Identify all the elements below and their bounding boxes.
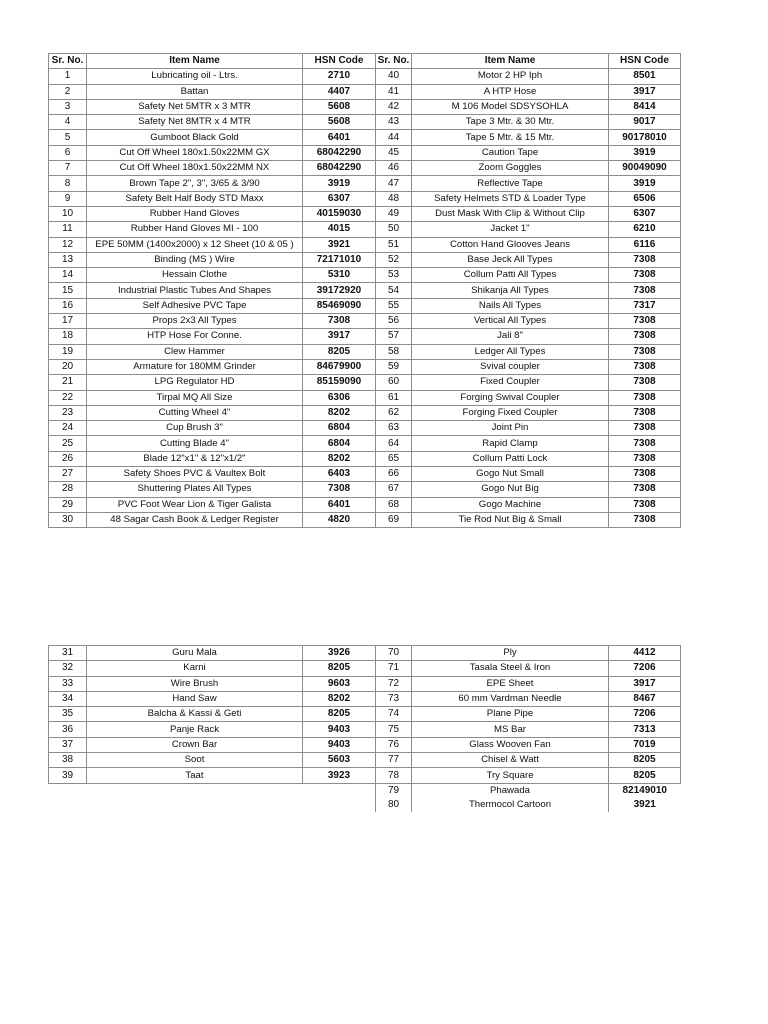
table-row bbox=[49, 691, 681, 706]
sr-no-cell: 17 bbox=[49, 314, 87, 329]
sr-no-cell: 13 bbox=[49, 252, 87, 267]
sr-no-cell: 30 bbox=[49, 512, 87, 527]
hsn-code-cell: 84679900 bbox=[303, 359, 376, 374]
sr-no-cell: 41 bbox=[376, 84, 412, 99]
table-row bbox=[49, 161, 681, 176]
sr-no-cell: 60 bbox=[376, 375, 412, 390]
sr-no-cell: 6 bbox=[49, 145, 87, 160]
hsn-code-cell: 82149010 bbox=[609, 783, 681, 798]
header-hsn-code: HSN Code bbox=[303, 54, 376, 69]
hsn-code-cell: 6804 bbox=[303, 436, 376, 451]
sr-no-cell: 46 bbox=[376, 161, 412, 176]
sr-no-cell: 8 bbox=[49, 176, 87, 191]
item-name-cell: Collum Patti Lock bbox=[412, 451, 609, 466]
sr-no-cell: 57 bbox=[376, 329, 412, 344]
table-row bbox=[49, 176, 681, 191]
sr-no-cell: 4 bbox=[49, 115, 87, 130]
table-row bbox=[49, 329, 681, 344]
sr-no-cell: 49 bbox=[376, 206, 412, 221]
hsn-code-cell: 90178010 bbox=[609, 130, 681, 145]
table-row bbox=[49, 344, 681, 359]
table-row bbox=[49, 314, 681, 329]
item-name-cell: Base Jeck All Types bbox=[412, 252, 609, 267]
hsn-code-cell: 6401 bbox=[303, 130, 376, 145]
hsn-code-cell: 8205 bbox=[609, 753, 681, 768]
item-name-cell: Rapid Clamp bbox=[412, 436, 609, 451]
item-name-cell: Collum Patti All Types bbox=[412, 268, 609, 283]
item-name-cell: Thermocol Cartoon bbox=[412, 798, 609, 812]
hsn-code-cell: 6506 bbox=[609, 191, 681, 206]
hsn-code-cell: 7313 bbox=[609, 722, 681, 737]
sr-no-cell: 10 bbox=[49, 206, 87, 221]
sr-no-cell: 28 bbox=[49, 482, 87, 497]
empty-cell bbox=[303, 798, 376, 812]
item-name-cell: Cut Off Wheel 180x1.50x22MM NX bbox=[87, 161, 303, 176]
hsn-code-cell: 3923 bbox=[303, 768, 376, 783]
item-name-cell: 60 mm Vardman Needle bbox=[412, 691, 609, 706]
empty-cell bbox=[87, 783, 303, 798]
item-name-cell: Forging Swival Coupler bbox=[412, 390, 609, 405]
item-name-cell: Ply bbox=[412, 646, 609, 661]
sr-no-cell: 73 bbox=[376, 691, 412, 706]
sr-no-cell: 75 bbox=[376, 722, 412, 737]
hsn-table-main bbox=[48, 53, 681, 528]
sr-no-cell: 52 bbox=[376, 252, 412, 267]
hsn-code-cell: 5310 bbox=[303, 268, 376, 283]
item-name-cell: Chisel & Watt bbox=[412, 753, 609, 768]
table-row bbox=[49, 206, 681, 221]
sr-no-cell: 24 bbox=[49, 421, 87, 436]
sr-no-cell: 51 bbox=[376, 237, 412, 252]
hsn-code-cell: 85469090 bbox=[303, 298, 376, 313]
hsn-code-cell: 5608 bbox=[303, 115, 376, 130]
hsn-code-cell: 40159030 bbox=[303, 206, 376, 221]
item-name-cell: Industrial Plastic Tubes And Shapes bbox=[87, 283, 303, 298]
item-name-cell: EPE Sheet bbox=[412, 676, 609, 691]
hsn-code-cell: 6403 bbox=[303, 467, 376, 482]
sr-no-cell: 42 bbox=[376, 99, 412, 114]
hsn-code-cell: 5603 bbox=[303, 753, 376, 768]
sr-no-cell: 18 bbox=[49, 329, 87, 344]
hsn-code-cell: 7308 bbox=[303, 482, 376, 497]
item-name-cell: Safety Net 5MTR x 3 MTR bbox=[87, 99, 303, 114]
sr-no-cell: 59 bbox=[376, 359, 412, 374]
sr-no-cell: 33 bbox=[49, 676, 87, 691]
table-row bbox=[49, 252, 681, 267]
item-name-cell: Gogo Nut Big bbox=[412, 482, 609, 497]
sr-no-cell: 80 bbox=[376, 798, 412, 812]
item-name-cell: Zoom Goggles bbox=[412, 161, 609, 176]
sr-no-cell: 55 bbox=[376, 298, 412, 313]
item-name-cell: Lubricating oil - Ltrs. bbox=[87, 69, 303, 84]
item-name-cell: Ledger All Types bbox=[412, 344, 609, 359]
item-name-cell: Taat bbox=[87, 768, 303, 783]
item-name-cell: Tirpal MQ All Size bbox=[87, 390, 303, 405]
item-name-cell: Tasala Steel & Iron bbox=[412, 661, 609, 676]
item-name-cell: EPE 50MM (1400x2000) x 12 Sheet (10 & 05 ) bbox=[87, 237, 303, 252]
hsn-code-cell: 9017 bbox=[609, 115, 681, 130]
table-row bbox=[49, 99, 681, 114]
sr-no-cell: 77 bbox=[376, 753, 412, 768]
item-name-cell: Binding (MS ) Wire bbox=[87, 252, 303, 267]
hsn-code-cell: 39172920 bbox=[303, 283, 376, 298]
item-name-cell: Soot bbox=[87, 753, 303, 768]
hsn-code-cell: 7308 bbox=[609, 283, 681, 298]
table-row bbox=[49, 436, 681, 451]
hsn-code-cell: 7206 bbox=[609, 661, 681, 676]
sr-no-cell: 61 bbox=[376, 390, 412, 405]
table-row bbox=[49, 237, 681, 252]
sr-no-cell: 62 bbox=[376, 405, 412, 420]
item-name-cell: Tape 3 Mtr. & 30 Mtr. bbox=[412, 115, 609, 130]
item-name-cell: Svival coupler bbox=[412, 359, 609, 374]
table-row bbox=[49, 646, 681, 661]
table-row bbox=[49, 283, 681, 298]
hsn-code-cell: 7308 bbox=[609, 268, 681, 283]
empty-cell bbox=[49, 798, 87, 812]
hsn-code-cell: 3917 bbox=[609, 676, 681, 691]
header-sr-no: Sr. No. bbox=[376, 54, 412, 69]
sr-no-cell: 67 bbox=[376, 482, 412, 497]
hsn-code-cell: 9403 bbox=[303, 737, 376, 752]
hsn-code-cell: 7019 bbox=[609, 737, 681, 752]
item-name-cell: Guru Mala bbox=[87, 646, 303, 661]
sr-no-cell: 5 bbox=[49, 130, 87, 145]
table-row bbox=[49, 661, 681, 676]
sr-no-cell: 35 bbox=[49, 707, 87, 722]
hsn-code-cell: 8202 bbox=[303, 691, 376, 706]
empty-cell bbox=[303, 783, 376, 798]
sr-no-cell: 32 bbox=[49, 661, 87, 676]
header-item-name: Item Name bbox=[87, 54, 303, 69]
hsn-code-cell: 8205 bbox=[303, 661, 376, 676]
sr-no-cell: 34 bbox=[49, 691, 87, 706]
item-name-cell: Gumboot Black Gold bbox=[87, 130, 303, 145]
item-name-cell: HTP Hose For Conne. bbox=[87, 329, 303, 344]
item-name-cell: Safety Helmets STD & Loader Type bbox=[412, 191, 609, 206]
table-row bbox=[49, 298, 681, 313]
item-name-cell: Cotton Hand Glooves Jeans bbox=[412, 237, 609, 252]
hsn-code-cell: 7308 bbox=[609, 252, 681, 267]
item-name-cell: Hessain Clothe bbox=[87, 268, 303, 283]
hsn-code-cell: 68042290 bbox=[303, 145, 376, 160]
item-name-cell: Gogo Machine bbox=[412, 497, 609, 512]
sr-no-cell: 23 bbox=[49, 405, 87, 420]
hsn-code-cell: 7308 bbox=[609, 436, 681, 451]
item-name-cell: Dust Mask With Clip & Without Clip bbox=[412, 206, 609, 221]
hsn-code-cell: 7308 bbox=[609, 314, 681, 329]
sr-no-cell: 68 bbox=[376, 497, 412, 512]
empty-cell bbox=[87, 798, 303, 812]
item-name-cell: Self Adhesive PVC Tape bbox=[87, 298, 303, 313]
item-name-cell: Clew Hammer bbox=[87, 344, 303, 359]
table-row bbox=[49, 482, 681, 497]
hsn-code-cell: 9403 bbox=[303, 722, 376, 737]
item-name-cell: Cut Off Wheel 180x1.50x22MM GX bbox=[87, 145, 303, 160]
sr-no-cell: 15 bbox=[49, 283, 87, 298]
table-row bbox=[49, 359, 681, 374]
hsn-code-cell: 4820 bbox=[303, 512, 376, 527]
sr-no-cell: 43 bbox=[376, 115, 412, 130]
table-row bbox=[49, 798, 681, 812]
table-row bbox=[49, 268, 681, 283]
item-name-cell: Cutting Wheel 4" bbox=[87, 405, 303, 420]
hsn-code-cell: 9603 bbox=[303, 676, 376, 691]
item-name-cell: Vertical All Types bbox=[412, 314, 609, 329]
sr-no-cell: 65 bbox=[376, 451, 412, 466]
item-name-cell: Joint Pin bbox=[412, 421, 609, 436]
item-name-cell: Armature for 180MM Grinder bbox=[87, 359, 303, 374]
item-name-cell: Glass Wooven Fan bbox=[412, 737, 609, 752]
sr-no-cell: 39 bbox=[49, 768, 87, 783]
sr-no-cell: 48 bbox=[376, 191, 412, 206]
hsn-code-cell: 6804 bbox=[303, 421, 376, 436]
sr-no-cell: 58 bbox=[376, 344, 412, 359]
hsn-code-cell: 3921 bbox=[609, 798, 681, 812]
table-row bbox=[49, 69, 681, 84]
hsn-code-cell: 8414 bbox=[609, 99, 681, 114]
hsn-code-cell: 7308 bbox=[609, 512, 681, 527]
hsn-code-cell: 7308 bbox=[609, 421, 681, 436]
hsn-code-cell: 85159090 bbox=[303, 375, 376, 390]
sr-no-cell: 3 bbox=[49, 99, 87, 114]
item-name-cell: Gogo Nut Small bbox=[412, 467, 609, 482]
hsn-code-cell: 7308 bbox=[609, 405, 681, 420]
hsn-table-continued bbox=[48, 645, 681, 812]
hsn-code-cell: 6307 bbox=[303, 191, 376, 206]
hsn-code-cell: 6307 bbox=[609, 206, 681, 221]
hsn-code-cell: 6116 bbox=[609, 237, 681, 252]
hsn-code-cell: 8202 bbox=[303, 451, 376, 466]
item-name-cell: Jacket 1" bbox=[412, 222, 609, 237]
sr-no-cell: 31 bbox=[49, 646, 87, 661]
hsn-code-cell: 8205 bbox=[303, 707, 376, 722]
hsn-code-cell: 7206 bbox=[609, 707, 681, 722]
header-sr-no: Sr. No. bbox=[49, 54, 87, 69]
item-name-cell: Shikanja All Types bbox=[412, 283, 609, 298]
item-name-cell: Props 2x3 All Types bbox=[87, 314, 303, 329]
hsn-code-cell: 4407 bbox=[303, 84, 376, 99]
sr-no-cell: 16 bbox=[49, 298, 87, 313]
hsn-code-cell: 4412 bbox=[609, 646, 681, 661]
table-row bbox=[49, 222, 681, 237]
table-row bbox=[49, 783, 681, 798]
hsn-code-cell: 7308 bbox=[609, 482, 681, 497]
table-row bbox=[49, 405, 681, 420]
item-name-cell: Hand Saw bbox=[87, 691, 303, 706]
sr-no-cell: 26 bbox=[49, 451, 87, 466]
item-name-cell: Battan bbox=[87, 84, 303, 99]
hsn-code-cell: 7308 bbox=[303, 314, 376, 329]
table-row bbox=[49, 467, 681, 482]
table-row bbox=[49, 84, 681, 99]
hsn-code-cell: 6401 bbox=[303, 497, 376, 512]
sr-no-cell: 74 bbox=[376, 707, 412, 722]
item-name-cell: Safety Belt Half Body STD Maxx bbox=[87, 191, 303, 206]
item-name-cell: Rubber Hand Gloves MI - 100 bbox=[87, 222, 303, 237]
header-item-name: Item Name bbox=[412, 54, 609, 69]
sr-no-cell: 78 bbox=[376, 768, 412, 783]
hsn-code-cell: 3919 bbox=[609, 176, 681, 191]
item-name-cell: Crown Bar bbox=[87, 737, 303, 752]
table-row bbox=[49, 145, 681, 160]
sr-no-cell: 14 bbox=[49, 268, 87, 283]
sr-no-cell: 69 bbox=[376, 512, 412, 527]
sr-no-cell: 50 bbox=[376, 222, 412, 237]
item-name-cell: MS Bar bbox=[412, 722, 609, 737]
table-row bbox=[49, 130, 681, 145]
hsn-code-cell: 8205 bbox=[303, 344, 376, 359]
hsn-code-cell: 3917 bbox=[303, 329, 376, 344]
hsn-code-cell: 72171010 bbox=[303, 252, 376, 267]
table-row bbox=[49, 390, 681, 405]
sr-no-cell: 22 bbox=[49, 390, 87, 405]
item-name-cell: Forging Fixed Coupler bbox=[412, 405, 609, 420]
item-name-cell: Karni bbox=[87, 661, 303, 676]
sr-no-cell: 37 bbox=[49, 737, 87, 752]
table-row bbox=[49, 707, 681, 722]
hsn-code-cell: 6306 bbox=[303, 390, 376, 405]
item-name-cell: Motor 2 HP Iph bbox=[412, 69, 609, 84]
hsn-code-cell: 5608 bbox=[303, 99, 376, 114]
hsn-code-cell: 7308 bbox=[609, 467, 681, 482]
table-row bbox=[49, 512, 681, 527]
item-name-cell: Jali 8" bbox=[412, 329, 609, 344]
sr-no-cell: 21 bbox=[49, 375, 87, 390]
sr-no-cell: 53 bbox=[376, 268, 412, 283]
sr-no-cell: 79 bbox=[376, 783, 412, 798]
table-row bbox=[49, 375, 681, 390]
item-name-cell: Shuttering Plates All Types bbox=[87, 482, 303, 497]
hsn-code-cell: 7308 bbox=[609, 344, 681, 359]
hsn-code-cell: 7308 bbox=[609, 375, 681, 390]
hsn-code-cell: 7308 bbox=[609, 451, 681, 466]
sr-no-cell: 72 bbox=[376, 676, 412, 691]
hsn-code-cell: 3919 bbox=[609, 145, 681, 160]
item-name-cell: Panje Rack bbox=[87, 722, 303, 737]
sr-no-cell: 36 bbox=[49, 722, 87, 737]
sr-no-cell: 56 bbox=[376, 314, 412, 329]
table-row bbox=[49, 421, 681, 436]
item-name-cell: Balcha & Kassi & Geti bbox=[87, 707, 303, 722]
item-name-cell: Cup Brush 3" bbox=[87, 421, 303, 436]
hsn-code-cell: 3921 bbox=[303, 237, 376, 252]
table-row bbox=[49, 191, 681, 206]
table-row bbox=[49, 497, 681, 512]
hsn-code-cell: 8467 bbox=[609, 691, 681, 706]
table-row bbox=[49, 722, 681, 737]
sr-no-cell: 2 bbox=[49, 84, 87, 99]
item-name-cell: LPG Regulator HD bbox=[87, 375, 303, 390]
table-row bbox=[49, 753, 681, 768]
hsn-code-cell: 2710 bbox=[303, 69, 376, 84]
item-name-cell: Wire Brush bbox=[87, 676, 303, 691]
hsn-code-cell: 7308 bbox=[609, 359, 681, 374]
header-row bbox=[49, 54, 681, 69]
sr-no-cell: 76 bbox=[376, 737, 412, 752]
sr-no-cell: 11 bbox=[49, 222, 87, 237]
item-name-cell: A HTP Hose bbox=[412, 84, 609, 99]
sr-no-cell: 25 bbox=[49, 436, 87, 451]
sr-no-cell: 27 bbox=[49, 467, 87, 482]
table-row bbox=[49, 115, 681, 130]
table-row bbox=[49, 768, 681, 783]
hsn-code-cell: 7308 bbox=[609, 390, 681, 405]
item-name-cell: Tie Rod Nut Big & Small bbox=[412, 512, 609, 527]
table-row bbox=[49, 451, 681, 466]
table-row bbox=[49, 737, 681, 752]
sr-no-cell: 70 bbox=[376, 646, 412, 661]
sr-no-cell: 1 bbox=[49, 69, 87, 84]
hsn-code-cell: 4015 bbox=[303, 222, 376, 237]
hsn-code-cell: 8501 bbox=[609, 69, 681, 84]
sr-no-cell: 66 bbox=[376, 467, 412, 482]
item-name-cell: Fixed Coupler bbox=[412, 375, 609, 390]
hsn-code-cell: 68042290 bbox=[303, 161, 376, 176]
item-name-cell: Safety Net 8MTR x 4 MTR bbox=[87, 115, 303, 130]
sr-no-cell: 54 bbox=[376, 283, 412, 298]
empty-cell bbox=[49, 783, 87, 798]
item-name-cell: Nails All Types bbox=[412, 298, 609, 313]
sr-no-cell: 19 bbox=[49, 344, 87, 359]
hsn-code-cell: 8202 bbox=[303, 405, 376, 420]
item-name-cell: Try Square bbox=[412, 768, 609, 783]
sr-no-cell: 7 bbox=[49, 161, 87, 176]
header-hsn-code: HSN Code bbox=[609, 54, 681, 69]
hsn-code-cell: 6210 bbox=[609, 222, 681, 237]
item-name-cell: Rubber Hand Gloves bbox=[87, 206, 303, 221]
hsn-code-cell: 3926 bbox=[303, 646, 376, 661]
sr-no-cell: 64 bbox=[376, 436, 412, 451]
hsn-code-cell: 90049090 bbox=[609, 161, 681, 176]
item-name-cell: Phawada bbox=[412, 783, 609, 798]
item-name-cell: Safety Shoes PVC & Vaultex Bolt bbox=[87, 467, 303, 482]
hsn-code-cell: 3917 bbox=[609, 84, 681, 99]
item-name-cell: Caution Tape bbox=[412, 145, 609, 160]
hsn-code-cell: 7308 bbox=[609, 497, 681, 512]
item-name-cell: Brown Tape 2", 3", 3/65 & 3/90 bbox=[87, 176, 303, 191]
sr-no-cell: 29 bbox=[49, 497, 87, 512]
table-row bbox=[49, 676, 681, 691]
item-name-cell: PVC Foot Wear Lion & Tiger Galista bbox=[87, 497, 303, 512]
item-name-cell: Cutting Blade 4" bbox=[87, 436, 303, 451]
sr-no-cell: 47 bbox=[376, 176, 412, 191]
item-name-cell: Reflective Tape bbox=[412, 176, 609, 191]
sr-no-cell: 45 bbox=[376, 145, 412, 160]
sr-no-cell: 9 bbox=[49, 191, 87, 206]
hsn-code-cell: 8205 bbox=[609, 768, 681, 783]
sr-no-cell: 40 bbox=[376, 69, 412, 84]
item-name-cell: Blade 12"x1" & 12"x1/2" bbox=[87, 451, 303, 466]
sr-no-cell: 38 bbox=[49, 753, 87, 768]
sr-no-cell: 12 bbox=[49, 237, 87, 252]
hsn-code-cell: 7317 bbox=[609, 298, 681, 313]
sr-no-cell: 71 bbox=[376, 661, 412, 676]
hsn-code-cell: 7308 bbox=[609, 329, 681, 344]
item-name-cell: Tape 5 Mtr. & 15 Mtr. bbox=[412, 130, 609, 145]
hsn-code-cell: 3919 bbox=[303, 176, 376, 191]
item-name-cell: Plane Pipe bbox=[412, 707, 609, 722]
item-name-cell: 48 Sagar Cash Book & Ledger Register bbox=[87, 512, 303, 527]
sr-no-cell: 63 bbox=[376, 421, 412, 436]
sr-no-cell: 20 bbox=[49, 359, 87, 374]
sr-no-cell: 44 bbox=[376, 130, 412, 145]
item-name-cell: M 106 Model SDSYSOHLA bbox=[412, 99, 609, 114]
